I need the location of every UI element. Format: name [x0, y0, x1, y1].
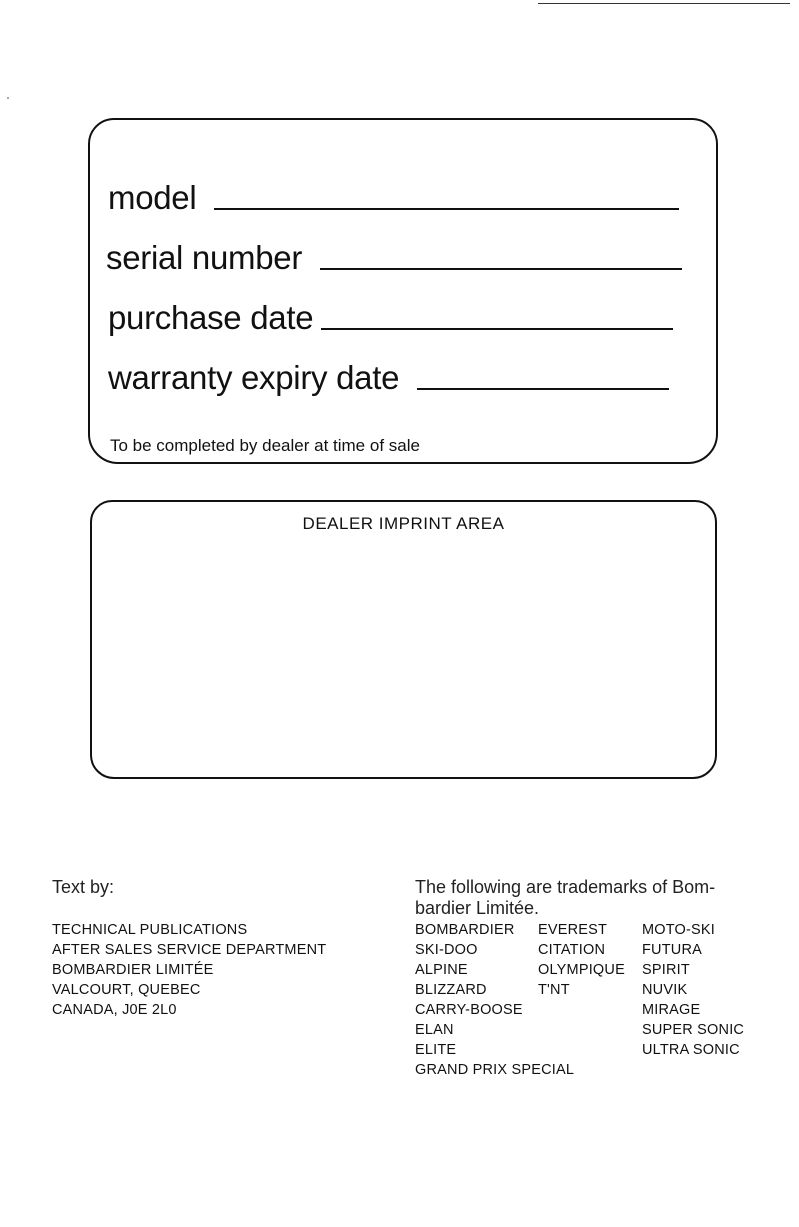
- dealer-imprint-title: DEALER IMPRINT AREA: [302, 514, 505, 533]
- model-label: model: [108, 179, 197, 216]
- top-rule: [538, 3, 790, 4]
- trademark-column-2: [538, 920, 625, 1000]
- trademark-item: ELAN: [415, 1022, 454, 1038]
- warranty-info-box: [88, 118, 718, 464]
- trademark-column-3: [642, 920, 744, 1060]
- trademark-item: OLYMPIQUE: [538, 962, 625, 978]
- trademark-item: MOTO-SKI: [642, 922, 716, 938]
- credits-line: VALCOURT, QUEBEC: [52, 982, 201, 998]
- trademark-item: ELITE: [415, 1042, 457, 1058]
- dealer-completion-note: To be completed by dealer at time of sale: [110, 436, 420, 455]
- trademark-item: ALPINE: [415, 962, 468, 978]
- trademark-item: FUTURA: [642, 942, 703, 958]
- serial-number-field: [106, 240, 682, 276]
- trademark-item: T'NT: [538, 982, 570, 998]
- trademark-item: MIRAGE: [642, 1002, 701, 1018]
- trademark-item: GRAND PRIX SPECIAL: [415, 1062, 575, 1078]
- dealer-imprint-box: [90, 500, 717, 779]
- credits-line: BOMBARDIER LIMITÉE: [52, 962, 214, 978]
- trademark-item: SPIRIT: [642, 962, 690, 978]
- trademark-item: SKI-DOO: [415, 942, 478, 958]
- purchase-date-label: purchase date: [108, 299, 314, 336]
- model-field: [108, 180, 679, 216]
- purchase-date-field: [108, 300, 673, 336]
- trademark-item: ULTRA SONIC: [642, 1042, 740, 1058]
- trademark-intro: The following are trademarks of Bom-bardier Limitée.: [415, 877, 716, 918]
- serial-number-label: serial number: [106, 239, 303, 276]
- credits-line: CANADA, J0E 2L0: [52, 1002, 177, 1018]
- credits-line: AFTER SALES SERVICE DEPARTMENT: [52, 942, 327, 958]
- trademark-item: EVEREST: [538, 922, 608, 938]
- serial-number-blank-line[interactable]: [320, 268, 682, 270]
- trademark-item: BLIZZARD: [415, 982, 487, 998]
- credits-address: [52, 920, 326, 1020]
- credits-line: TECHNICAL PUBLICATIONS: [52, 922, 248, 938]
- warranty-expiry-date-blank-line[interactable]: [417, 388, 669, 390]
- warranty-expiry-date-field: [108, 360, 669, 396]
- scan-speck: [7, 97, 9, 99]
- trademark-item: NUVIK: [642, 982, 688, 998]
- credits-heading: Text by:: [52, 877, 115, 897]
- trademark-item: CARRY-BOOSE: [415, 1002, 523, 1018]
- trademark-item: CITATION: [538, 942, 606, 958]
- warranty-expiry-date-label: warranty expiry date: [108, 359, 400, 396]
- trademark-item: SUPER SONIC: [642, 1022, 745, 1038]
- trademark-item: BOMBARDIER: [415, 922, 515, 938]
- purchase-date-blank-line[interactable]: [321, 328, 673, 330]
- model-blank-line[interactable]: [214, 208, 679, 210]
